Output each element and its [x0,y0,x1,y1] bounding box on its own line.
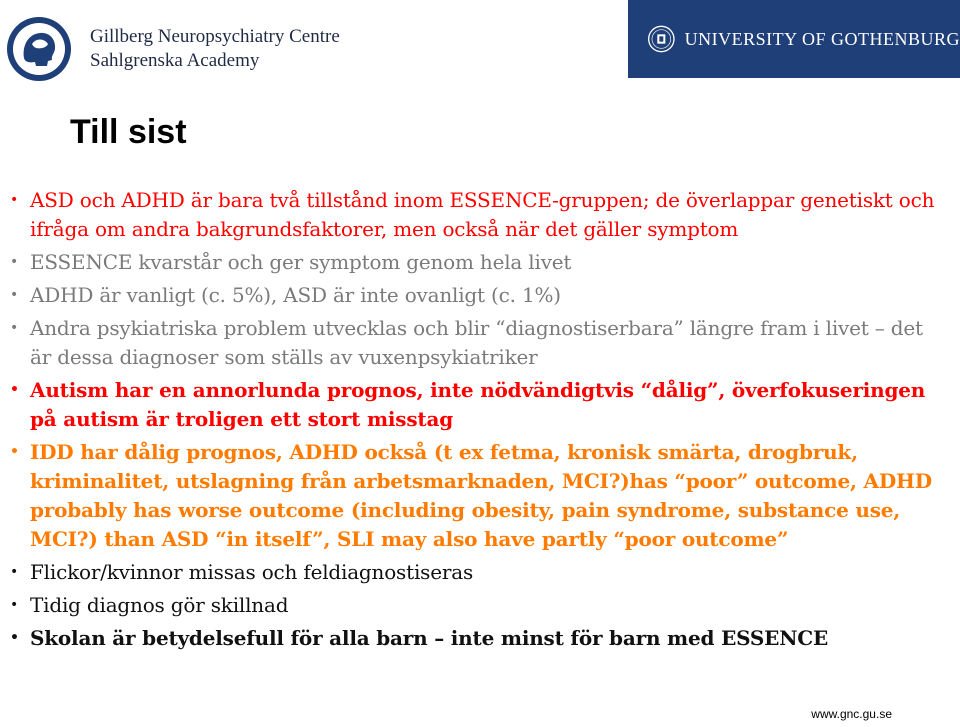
bullet-list [10,186,940,657]
bullet-text: ADHD är vanligt (c. 5%), ASD är inte ovanligt (c. 1%) [30,283,561,307]
bullet-dot: • [10,564,19,580]
gnc-name: Gillberg Neuropsychiatry Centre [90,26,340,47]
bullet-text: ESSENCE kvarstår och ger symptom genom hela livet [30,250,572,274]
bullet-text: ASD och ADHD är bara två tillstånd inom ESSENCE-gruppen; de överlappar genetiskt och ifråga om andra bakgrundsfaktorer, men också när det gäller symptom [30,188,935,241]
slide-title: Till sist [70,113,187,151]
bullet-item [10,281,940,310]
bullet-text: Skolan är betydelsefull för alla barn – inte minst för barn med ESSENCE [30,626,829,650]
bullet-item [10,438,940,554]
gnc-subtitle: Sahlgrenska Academy [90,50,260,71]
bullet-item [10,248,940,277]
gu-header-banner [628,0,960,78]
bullet-item [10,376,940,434]
bullet-item [10,591,940,620]
bullet-text: Andra psykiatriska problem utvecklas och blir “diagnostiserbara” längre fram i livet – det är dessa diagnoser som ställs av vuxenpsykiatriker [30,316,923,369]
bullet-item [10,314,940,372]
gu-name: UNIVERSITY OF GOTHENBURG [684,28,960,49]
footer-url: www.gnc.gu.se [811,707,892,721]
bullet-dot: • [10,444,19,460]
bullet-text: IDD har dålig prognos, ADHD också (t ex fetma, kronisk smärta, drogbruk, kriminalitet, utslagning från arbetsmarknaden, MCI?)has “poor” outcome, ADHD probably has worse outcome (including obesity, pain syndrome, substance use, MCI?) than ASD “in itself”, SLI may also have partly “poor outcome” [30,440,932,551]
bullet-text: Tidig diagnos gör skillnad [30,593,289,617]
bullet-text: Flickor/kvinnor missas och feldiagnostiseras [30,560,474,584]
bullet-dot: • [10,382,19,398]
bullet-dot: • [10,254,19,270]
bullet-dot: • [10,320,19,336]
bullet-dot: • [10,597,19,613]
bullet-item [10,624,940,653]
bullet-text: Autism har en annorlunda prognos, inte nödvändigtvis “dålig”, överfokuseringen på autism är troligen ett stort misstag [30,378,926,431]
gnc-head-logo-icon [6,16,72,82]
bullet-item [10,186,940,244]
bullet-dot: • [10,630,19,646]
bullet-item [10,558,940,587]
bullet-dot: • [10,192,19,208]
gnc-title [90,25,340,73]
bullet-dot: • [10,287,19,303]
gnc-header [6,16,340,82]
gu-seal-icon [648,19,675,59]
